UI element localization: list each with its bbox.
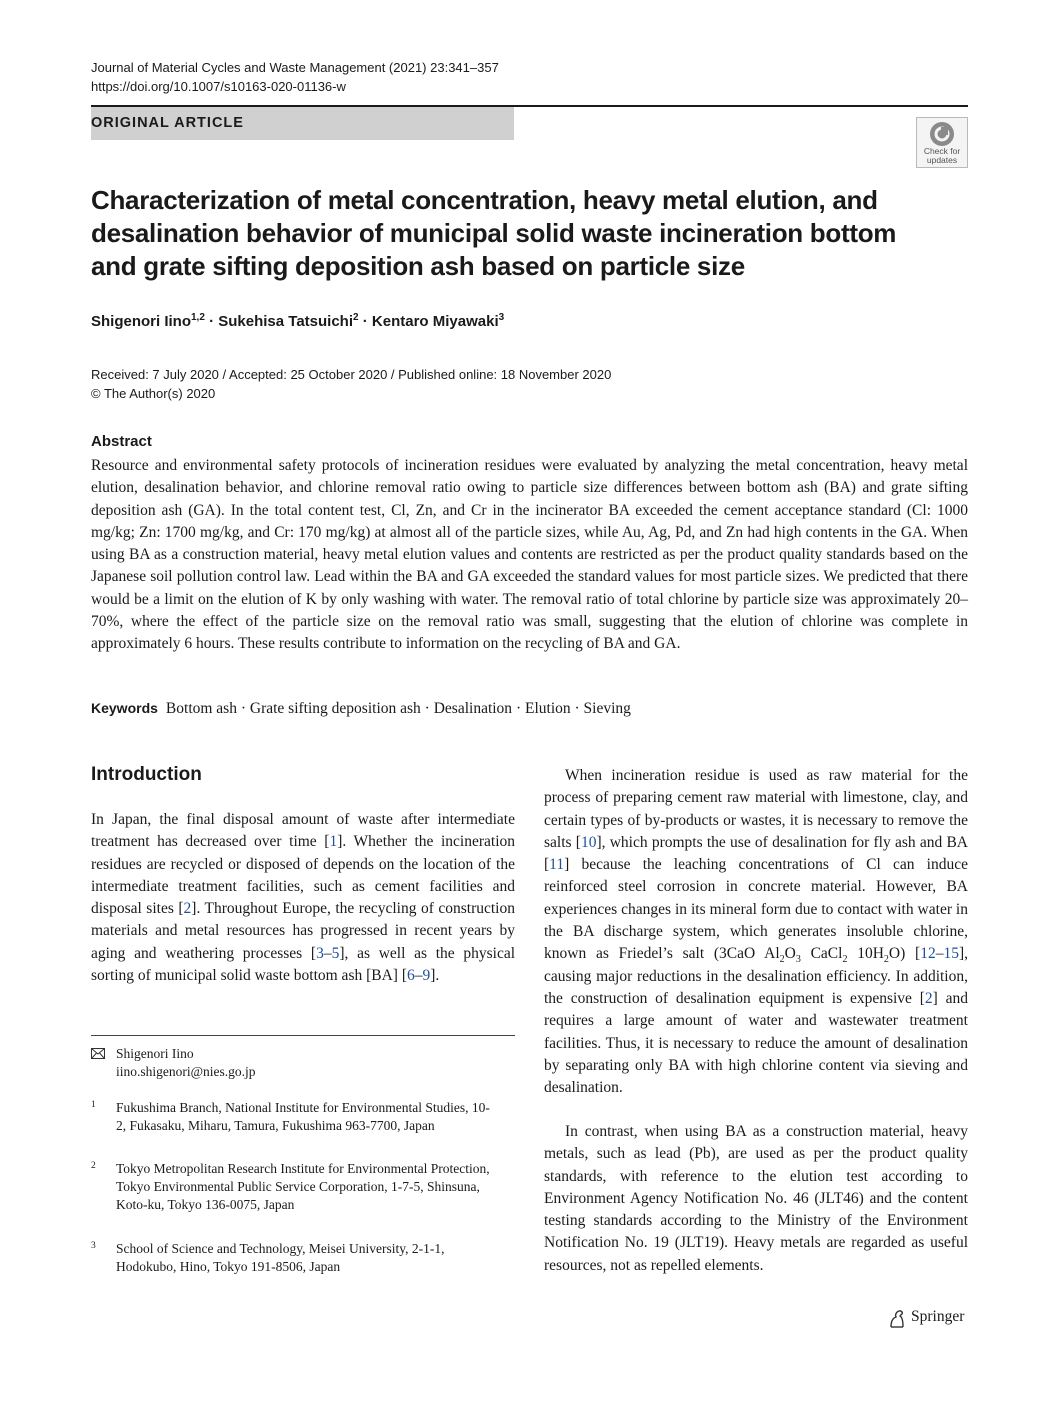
doi-link[interactable]: https://doi.org/10.1007/s10163-020-01136-w — [91, 79, 346, 94]
dates-line: Received: 7 July 2020 / Accepted: 25 October 2020 / Published online: 18 November 2020 — [91, 367, 612, 382]
crossmark-icon — [929, 121, 955, 147]
keyword: Bottom ash — [165, 700, 237, 717]
text-run: ], as well as the physical sorting of municipal solid waste bottom ash [BA] [ — [91, 944, 516, 985]
citation-link[interactable]: 3 — [316, 944, 324, 962]
affiliation-3 — [91, 1240, 515, 1280]
article-type-banner — [91, 107, 514, 140]
author-name[interactable]: Sukehisa Tatsuichi — [218, 313, 354, 330]
text-run: ]. Throughout Europe, the recycling of construction materials and metal resources has progressed in recent years by aging and weathering processes [ — [91, 900, 515, 962]
text-run: ]. Whether the incineration residues are recycled or disposed of depends on the location of the intermediate treatment facilities, such as cement facilities and disposal sites [ — [91, 833, 516, 918]
citation-link[interactable]: 15 — [943, 945, 959, 963]
text-run: ] and requires a large amount of water and wastewater treatment facilities. Thus, it is necessary to reduce the amount of desalination by separating only BA with high chlorine content via sieving and desalination. — [544, 989, 969, 1097]
text-run: O — [784, 945, 796, 963]
text-run: ], which prompts the use of desalination for fly ash and BA [ — [544, 833, 968, 874]
keyword: Desalination — [433, 700, 513, 717]
text-run: ] because the leaching concentrations of Cl can induce reinforced steel corrosion in concrete material. However, BA experiences changes in its mineral form due to contact with water in the BA discharge system, which generates insoluble chlorine, known as Friedel’s salt (3CaO Al — [544, 856, 968, 963]
publisher-logo — [888, 1308, 978, 1330]
subscript: 3 — [795, 954, 801, 966]
author-affiliation-mark: 3 — [498, 312, 505, 323]
affiliation-2 — [91, 1160, 515, 1236]
text-run: CaCl — [800, 945, 843, 963]
text-run: O) [ — [888, 945, 921, 963]
abstract-body: Resource and environmental safety protocols of incineration residues were evaluated by analyzing the metal concentration, heavy metal elution, desalination behavior, and chlorine removal ratio owing to particle size differences between bottom ash (BA) and grate sifting deposition ash (GA). In the total content test, Cl, Zn, and Cr in the incinerator BA exceeded the cement acceptance standard (Cl: 1000 mg/kg; Zn: 1700 mg/kg, and Cr: 170 mg/kg) at almost all of the particle sizes, while Au, Ag, Pd, and Zn had high contents in the GA. When using BA as a construction material, heavy metal elution values and contents are restricted as per the product quality standards based on the Japanese soil pollution control law. Lead within the BA and GA exceeded the standard values for most particle sizes. We predicted that there would be a limit on the elution of K by only washing with water. The removal ratio of total chlorine by particle size was approximately 20–70%, where the effect of the particle size on the removal ratio was small, suggesting that the elution of chlorine was complete in approximately 6 hours. These results contribute to information on the recycling of BA and GA. — [91, 457, 968, 653]
citation-link[interactable]: 2 — [924, 989, 933, 1007]
text-run: – — [414, 967, 423, 985]
keyword-separator: · — [420, 700, 434, 717]
citation-link[interactable]: 1 — [329, 833, 338, 851]
introduction-paragraph-2 — [544, 765, 968, 1099]
article-title: Characterization of metal concentration, heavy metal elution, and desalination behavior of municipal solid waste incineration bottom and grate sifting deposition ash based on particle size — [91, 185, 897, 281]
citation-link[interactable]: 9 — [422, 967, 431, 985]
introduction-paragraph-3 — [544, 1121, 968, 1277]
check-for-updates-badge[interactable] — [916, 117, 968, 168]
affiliation-text: Tokyo Metropolitan Research Institute for Environmental Protection, Tokyo Environmental Public Service Corporation, 1-7-5, Shinsuna, Koto-ku, Tokyo 136-0075, Japan — [116, 1161, 490, 1212]
affiliation-1 — [91, 1099, 515, 1159]
footnote-rule — [91, 1035, 515, 1036]
text-run: In Japan, the final disposal amount of waste after intermediate treatment has decreased over time [ — [91, 811, 515, 851]
author-affiliation-mark: 2 — [353, 312, 359, 323]
springer-horse-icon — [888, 1309, 906, 1329]
citation-link[interactable]: 10 — [580, 833, 597, 851]
keyword: Grate sifting deposition ash — [249, 700, 421, 717]
keyword-separator: · — [512, 700, 525, 717]
keywords-items — [166, 700, 631, 717]
text-run: In contrast, when using BA as a construction material, heavy metals, such as lead (Pb), are used as per the product quality standards, with reference to the elution test according to Environment Agency Notification No. 46 (JLT46) and the content testing standards according to the Ministry of the Environment Notification No. 19 (JLT19). Heavy metals are regarded as useful resources, not as repelled elements. — [544, 1123, 968, 1274]
affiliation-text: School of Science and Technology, Meisei University, 2-1-1, Hodokubo, Hino, Tokyo 191-8506, Japan — [116, 1241, 445, 1274]
author-separator: · — [204, 313, 219, 330]
citation-link[interactable]: 12 — [920, 945, 936, 963]
subscript: 2 — [779, 954, 785, 966]
article-type-label: ORIGINAL ARTICLE — [91, 115, 244, 131]
keyword-separator: · — [570, 700, 584, 717]
keyword: Elution — [524, 700, 571, 717]
text-run: ]. — [430, 967, 440, 985]
affiliation-number: 2 — [91, 1161, 96, 1171]
badge-text: Check for updates — [923, 146, 961, 165]
citation-link[interactable]: 2 — [183, 900, 192, 918]
text-run: – — [323, 944, 332, 962]
citation-link[interactable]: 5 — [331, 944, 340, 962]
corresponding-author — [91, 1045, 515, 1085]
journal-citation: Journal of Material Cycles and Waste Management (2021) 23:341–357 — [91, 60, 499, 75]
text-run: ], causing major reductions in the desalination efficiency. In addition, the construction of desalination equipment is expensive [ — [544, 945, 968, 1007]
text-run: – — [935, 945, 944, 963]
text-run: When incineration residue is used as raw material for the process of preparing cement raw material with limestone, clay, and certain types of by-products or wastes, it is necessary to remove the salts [ — [544, 767, 968, 851]
contact-email[interactable]: iino.shigenori@nies.go.jp — [116, 1064, 256, 1079]
publication-dates — [91, 365, 611, 403]
contact-name: Shigenori Iino — [116, 1046, 194, 1061]
author-name[interactable]: Shigenori Iino — [91, 313, 191, 330]
affiliation-text: Fukushima Branch, National Institute for Environmental Studies, 10-2, Fukasaku, Miharu, Tamura, Fukushima 963-7700, Japan — [116, 1100, 490, 1133]
text-run: 10H — [847, 945, 884, 963]
author-affiliation-mark: 1,2 — [191, 312, 205, 323]
subscript: 2 — [842, 954, 848, 966]
affiliation-number: 1 — [91, 1100, 96, 1110]
citation-link[interactable]: 11 — [549, 856, 565, 874]
subscript: 2 — [883, 954, 889, 966]
abstract-heading: Abstract — [91, 433, 152, 450]
author-separator: · — [358, 313, 372, 330]
introduction-paragraph-1 — [91, 809, 515, 987]
keyword: Sieving — [583, 700, 631, 717]
author-list — [91, 312, 504, 330]
citation-link[interactable]: 6 — [407, 967, 415, 985]
introduction-heading: Introduction — [91, 764, 202, 785]
keywords-label: Keywords — [91, 700, 158, 716]
author-name[interactable]: Kentaro Miyawaki — [371, 313, 499, 330]
copyright-line: © The Author(s) 2020 — [91, 386, 216, 401]
keywords-line — [91, 700, 631, 718]
affiliation-number: 3 — [91, 1241, 96, 1251]
publisher-name: Springer — [911, 1308, 965, 1325]
keyword-separator: · — [236, 700, 250, 717]
envelope-icon — [91, 1048, 105, 1059]
